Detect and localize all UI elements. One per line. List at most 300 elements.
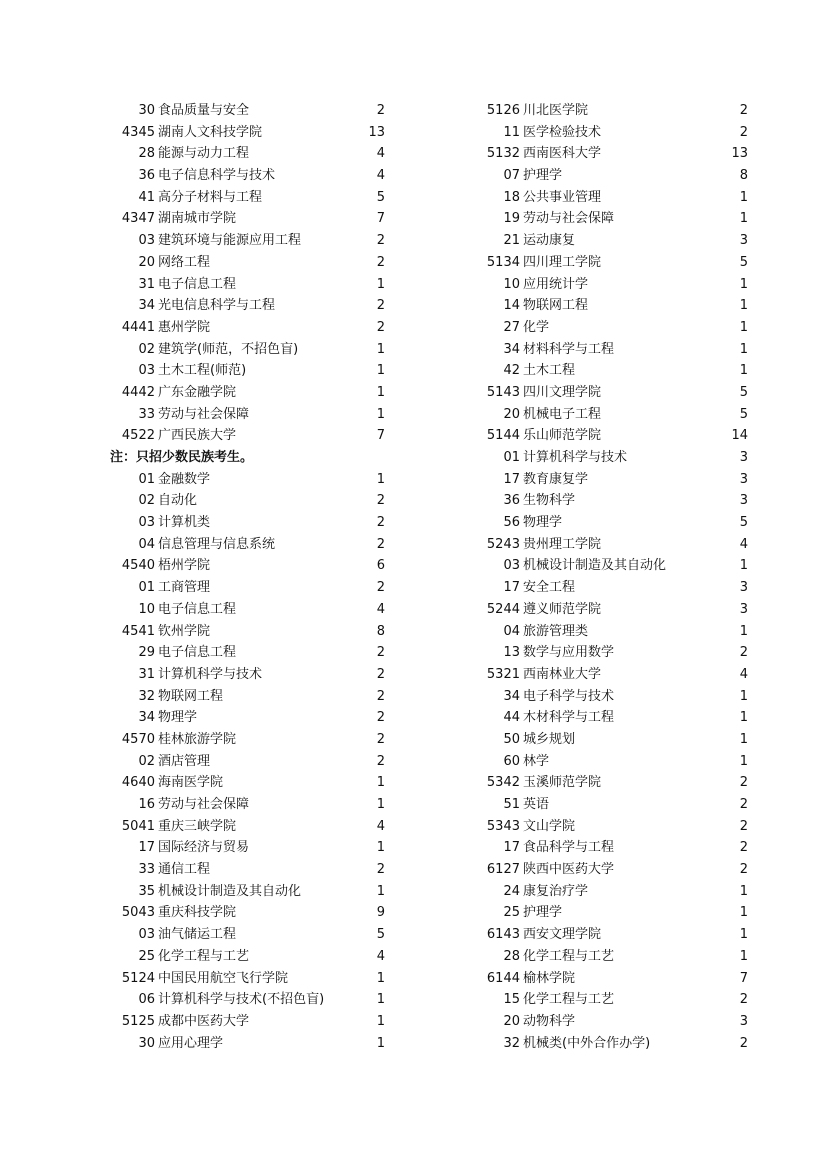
count-cell: 1	[739, 710, 748, 726]
code-cell: 4442	[121, 384, 155, 400]
major-row	[460, 621, 748, 643]
code-cell: 20	[138, 254, 155, 270]
count-cell: 2	[739, 797, 748, 812]
name-cell: 计算机科学与技术	[523, 450, 628, 465]
left-column	[95, 100, 385, 1054]
code-cell: 18	[503, 189, 520, 205]
name-cell: 劳动与社会保障	[523, 211, 615, 227]
school-row	[460, 664, 748, 686]
code-cell: 15	[503, 992, 520, 1008]
count-cell: 2	[739, 1035, 748, 1051]
count-cell: 1	[376, 341, 385, 357]
code-cell: 25	[503, 905, 520, 921]
school-row	[95, 816, 385, 838]
count-cell: 2	[739, 124, 748, 140]
major-row	[95, 230, 385, 252]
code-cell: 29	[138, 645, 155, 661]
major-row	[95, 360, 385, 382]
name-cell: 物联网工程	[158, 688, 224, 704]
count-cell: 2	[739, 103, 748, 118]
count-cell: 5	[376, 189, 385, 205]
code-cell: 02	[138, 753, 155, 769]
count-cell: 2	[376, 515, 385, 531]
school-row	[460, 100, 748, 122]
school-row	[460, 425, 748, 447]
count-cell: 2	[376, 103, 385, 118]
name-cell: 护理学	[523, 905, 563, 921]
name-cell: 生物科学	[523, 493, 576, 509]
school-row	[95, 1011, 385, 1033]
count-cell: 2	[376, 688, 385, 704]
count-cell: 1	[739, 558, 748, 574]
name-cell: 梧州学院	[158, 558, 211, 574]
code-cell: 17	[503, 840, 520, 856]
name-cell: 西南医科大学	[523, 146, 602, 162]
name-cell: 电子信息科学与技术	[158, 168, 276, 184]
count-cell: 2	[739, 645, 748, 661]
code-cell: 02	[138, 493, 155, 509]
school-row	[460, 382, 748, 404]
code-cell: 44	[503, 710, 520, 726]
code-cell: 5343	[486, 818, 520, 834]
major-row	[460, 686, 748, 708]
count-cell: 7	[376, 428, 385, 444]
code-cell: 5342	[486, 775, 520, 791]
school-row	[460, 772, 748, 794]
code-cell: 27	[503, 319, 520, 335]
count-cell: 8	[739, 168, 748, 184]
code-cell: 24	[503, 883, 520, 899]
name-cell: 物理学	[158, 710, 198, 726]
code-cell: 6127	[486, 862, 520, 878]
code-cell: 34	[503, 688, 520, 704]
code-cell: 50	[503, 731, 520, 747]
count-cell: 3	[739, 1013, 748, 1029]
school-row	[460, 143, 748, 165]
name-cell: 贵州理工学院	[523, 536, 602, 552]
count-cell: 13	[368, 124, 385, 140]
school-row	[460, 816, 748, 838]
major-row	[460, 707, 748, 729]
code-cell: 5134	[486, 254, 520, 270]
count-cell: 1	[376, 970, 385, 986]
count-cell: 2	[376, 493, 385, 509]
count-cell: 2	[739, 775, 748, 791]
count-cell: 3	[739, 493, 748, 509]
name-cell: 动物科学	[523, 1013, 576, 1029]
count-cell: 7	[739, 970, 748, 986]
count-cell: 1	[739, 298, 748, 314]
right-column	[460, 100, 748, 1054]
name-cell: 林学	[523, 753, 550, 769]
code-cell: 5126	[486, 103, 520, 118]
major-row	[460, 339, 748, 361]
name-cell: 成都中医药大学	[158, 1013, 250, 1029]
count-cell: 2	[376, 645, 385, 661]
major-row	[460, 490, 748, 512]
major-row	[95, 165, 385, 187]
name-cell: 湖南城市学院	[158, 211, 237, 227]
school-row	[460, 968, 748, 990]
count-cell: 5	[739, 515, 748, 531]
name-cell: 四川理工学院	[523, 254, 602, 270]
name-cell: 物理学	[523, 515, 563, 531]
code-cell: 32	[138, 688, 155, 704]
name-cell: 机械电子工程	[523, 406, 602, 422]
code-cell: 25	[138, 948, 155, 964]
code-cell: 6143	[486, 927, 520, 943]
code-cell: 34	[503, 341, 520, 357]
code-cell: 5041	[121, 818, 155, 834]
code-cell: 03	[138, 233, 155, 249]
major-row	[95, 989, 385, 1011]
school-row	[95, 621, 385, 643]
count-cell: 13	[731, 146, 748, 162]
name-cell: 信息管理与信息系统	[158, 536, 276, 552]
count-cell: 4	[376, 948, 385, 964]
name-cell: 能源与动力工程	[158, 146, 250, 162]
code-cell: 6144	[486, 970, 520, 986]
code-cell: 01	[138, 471, 155, 487]
name-cell: 机械类(中外合作办学)	[523, 1035, 651, 1051]
code-cell: 41	[138, 189, 155, 205]
name-cell: 旅游管理类	[523, 623, 589, 639]
major-row	[460, 360, 748, 382]
count-cell: 1	[739, 363, 748, 379]
major-row	[95, 924, 385, 946]
count-cell: 1	[739, 753, 748, 769]
major-row	[95, 707, 385, 729]
name-cell: 文山学院	[523, 818, 576, 834]
count-cell: 4	[376, 601, 385, 617]
count-cell: 1	[739, 211, 748, 227]
count-cell: 5	[739, 254, 748, 270]
major-row	[460, 165, 748, 187]
code-cell: 36	[138, 168, 155, 184]
name-cell: 电子信息工程	[158, 645, 237, 661]
name-cell: 油气储运工程	[158, 927, 237, 943]
major-row	[460, 794, 748, 816]
school-row	[95, 772, 385, 794]
count-cell: 4	[739, 666, 748, 682]
name-cell: 护理学	[523, 168, 563, 184]
count-cell: 2	[376, 731, 385, 747]
major-row	[460, 512, 748, 534]
major-row	[95, 946, 385, 968]
count-cell: 2	[376, 298, 385, 314]
name-cell: 材料科学与工程	[523, 341, 615, 357]
count-cell: 1	[739, 341, 748, 357]
note-row	[95, 447, 385, 469]
major-row	[460, 447, 748, 469]
name-cell: 湖南人文科技学院	[158, 124, 263, 140]
count-cell: 9	[376, 905, 385, 921]
code-cell: 31	[138, 666, 155, 682]
code-cell: 31	[138, 276, 155, 292]
count-cell: 1	[739, 623, 748, 639]
code-cell: 4441	[121, 319, 155, 335]
name-cell: 化学工程与工艺	[523, 992, 615, 1008]
count-cell: 2	[739, 840, 748, 856]
name-cell: 自动化	[158, 493, 198, 509]
count-cell: 8	[376, 623, 385, 639]
name-cell: 机械设计制造及其自动化	[523, 558, 667, 574]
count-cell: 4	[376, 168, 385, 184]
code-cell: 01	[503, 450, 520, 465]
major-row	[95, 534, 385, 556]
major-row	[95, 187, 385, 209]
major-row	[95, 794, 385, 816]
code-cell: 42	[503, 363, 520, 379]
major-row	[95, 642, 385, 664]
count-cell: 1	[376, 1035, 385, 1051]
count-cell: 2	[376, 580, 385, 596]
school-row	[95, 382, 385, 404]
school-row	[95, 425, 385, 447]
code-cell: 4347	[121, 211, 155, 227]
school-row	[460, 924, 748, 946]
name-cell: 公共事业管理	[523, 189, 602, 205]
name-cell: 酒店管理	[158, 753, 211, 769]
name-cell: 海南医学院	[158, 775, 224, 791]
count-cell: 5	[739, 406, 748, 422]
name-cell: 化学工程与工艺	[523, 948, 615, 964]
name-cell: 桂林旅游学院	[158, 731, 237, 747]
major-row	[95, 490, 385, 512]
code-cell: 07	[503, 168, 520, 184]
school-row	[95, 555, 385, 577]
name-cell: 建筑学(师范，不招色盲)	[158, 341, 299, 357]
count-cell: 1	[376, 883, 385, 899]
count-cell: 3	[739, 471, 748, 487]
code-cell: 4345	[121, 124, 155, 140]
code-cell: 17	[138, 840, 155, 856]
code-cell: 16	[138, 797, 155, 812]
name-cell: 广东金融学院	[158, 384, 237, 400]
major-row	[95, 339, 385, 361]
name-cell: 应用心理学	[158, 1035, 224, 1051]
major-row	[460, 881, 748, 903]
major-row	[95, 469, 385, 491]
major-row	[95, 252, 385, 274]
code-cell: 5321	[486, 666, 520, 682]
count-cell: 1	[739, 905, 748, 921]
school-row	[95, 208, 385, 230]
code-cell: 51	[503, 797, 520, 812]
major-row	[95, 859, 385, 881]
name-cell: 康复治疗学	[523, 883, 589, 899]
code-cell: 4640	[121, 775, 155, 791]
major-row	[460, 642, 748, 664]
code-cell: 17	[503, 580, 520, 596]
code-cell: 03	[503, 558, 520, 574]
major-row	[95, 100, 385, 122]
major-row	[460, 230, 748, 252]
code-cell: 5132	[486, 146, 520, 162]
count-cell: 5	[376, 927, 385, 943]
name-cell: 物联网工程	[523, 298, 589, 314]
name-cell: 数学与应用数学	[523, 645, 615, 661]
name-cell: 英语	[523, 797, 550, 812]
name-cell: 计算机科学与技术	[158, 666, 263, 682]
code-cell: 28	[138, 146, 155, 162]
name-cell: 遵义师范学院	[523, 601, 602, 617]
code-cell: 11	[503, 124, 520, 140]
major-row	[460, 902, 748, 924]
name-cell: 电子信息工程	[158, 601, 237, 617]
count-cell: 2	[376, 666, 385, 682]
code-cell: 20	[503, 406, 520, 422]
count-cell: 1	[376, 775, 385, 791]
name-cell: 电子科学与技术	[523, 688, 615, 704]
count-cell: 4	[739, 536, 748, 552]
code-cell: 5244	[486, 601, 520, 617]
count-cell: 2	[376, 862, 385, 878]
code-cell: 17	[503, 471, 520, 487]
code-cell: 03	[138, 927, 155, 943]
count-cell: 1	[376, 276, 385, 292]
major-row	[460, 837, 748, 859]
code-cell: 19	[503, 211, 520, 227]
count-cell: 6	[376, 558, 385, 574]
count-cell: 1	[739, 948, 748, 964]
count-cell: 2	[739, 818, 748, 834]
name-cell: 食品质量与安全	[158, 103, 250, 118]
count-cell: 3	[739, 233, 748, 249]
count-cell: 1	[739, 927, 748, 943]
name-cell: 工商管理	[158, 580, 211, 596]
name-cell: 重庆三峡学院	[158, 818, 237, 834]
count-cell: 1	[376, 1013, 385, 1029]
school-row	[95, 902, 385, 924]
count-cell: 2	[376, 753, 385, 769]
count-cell: 2	[376, 710, 385, 726]
count-cell: 1	[739, 276, 748, 292]
major-row	[460, 989, 748, 1011]
name-cell: 国际经济与贸易	[158, 840, 250, 856]
name-cell: 乐山师范学院	[523, 428, 602, 444]
code-cell: 14	[503, 298, 520, 314]
major-row	[95, 295, 385, 317]
code-cell: 4522	[121, 428, 155, 444]
name-cell: 陕西中医药大学	[523, 862, 615, 878]
name-cell: 土木工程(师范)	[158, 363, 247, 379]
count-cell: 2	[376, 254, 385, 270]
name-cell: 通信工程	[158, 862, 211, 878]
school-row	[95, 968, 385, 990]
code-cell: 03	[138, 363, 155, 379]
major-row	[95, 837, 385, 859]
major-row	[460, 469, 748, 491]
count-cell: 2	[376, 233, 385, 249]
name-cell: 医学检验技术	[523, 124, 602, 140]
name-cell: 中国民用航空飞行学院	[158, 970, 289, 986]
name-cell: 电子信息工程	[158, 276, 237, 292]
count-cell: 1	[739, 189, 748, 205]
name-cell: 玉溪师范学院	[523, 775, 602, 791]
code-cell: 36	[503, 493, 520, 509]
major-row	[95, 751, 385, 773]
count-cell: 1	[376, 797, 385, 812]
code-cell: 06	[138, 992, 155, 1008]
code-cell: 32	[503, 1035, 520, 1051]
name-cell: 榆林学院	[523, 970, 576, 986]
major-row	[460, 729, 748, 751]
code-cell: 28	[503, 948, 520, 964]
major-row	[460, 555, 748, 577]
code-cell: 4541	[121, 623, 155, 639]
major-row	[95, 686, 385, 708]
count-cell: 1	[739, 883, 748, 899]
major-row	[460, 317, 748, 339]
name-cell: 土木工程	[523, 363, 576, 379]
count-cell: 1	[376, 992, 385, 1008]
major-row	[95, 1033, 385, 1055]
major-row	[460, 122, 748, 144]
count-cell: 2	[739, 992, 748, 1008]
count-cell: 1	[376, 384, 385, 400]
major-row	[95, 577, 385, 599]
code-cell: 56	[503, 515, 520, 531]
school-row	[95, 122, 385, 144]
code-cell: 5243	[486, 536, 520, 552]
name-cell: 城乡规划	[523, 731, 576, 747]
code-cell: 30	[138, 1035, 155, 1051]
code-cell: 4540	[121, 558, 155, 574]
count-cell: 1	[376, 471, 385, 487]
code-cell: 5043	[121, 905, 155, 921]
name-cell: 四川文理学院	[523, 384, 602, 400]
code-cell: 21	[503, 233, 520, 249]
code-cell: 02	[138, 341, 155, 357]
code-cell: 5144	[486, 428, 520, 444]
school-row	[95, 317, 385, 339]
name-cell: 化学工程与工艺	[158, 948, 250, 964]
name-cell: 安全工程	[523, 580, 576, 596]
count-cell: 2	[376, 319, 385, 335]
name-cell: 建筑环境与能源应用工程	[158, 233, 302, 249]
count-cell: 2	[739, 862, 748, 878]
name-cell: 计算机科学与技术(不招色盲)	[158, 992, 325, 1008]
name-cell: 教育康复学	[523, 471, 589, 487]
note-text: 注：只招少数民族考生。	[110, 450, 254, 465]
count-cell: 7	[376, 211, 385, 227]
code-cell: 33	[138, 862, 155, 878]
count-cell: 1	[376, 406, 385, 422]
name-cell: 计算机类	[158, 515, 211, 531]
count-cell: 3	[739, 580, 748, 596]
count-cell: 2	[376, 536, 385, 552]
major-row	[460, 274, 748, 296]
name-cell: 钦州学院	[158, 623, 211, 639]
name-cell: 劳动与社会保障	[158, 406, 250, 422]
count-cell: 14	[731, 428, 748, 444]
code-cell: 34	[138, 710, 155, 726]
major-row	[460, 187, 748, 209]
count-cell: 5	[739, 384, 748, 400]
code-cell: 10	[503, 276, 520, 292]
name-cell: 金融数学	[158, 471, 211, 487]
count-cell: 3	[739, 601, 748, 617]
name-cell: 西安文理学院	[523, 927, 602, 943]
count-cell: 4	[376, 146, 385, 162]
major-row	[95, 274, 385, 296]
code-cell: 20	[503, 1013, 520, 1029]
name-cell: 运动康复	[523, 233, 576, 249]
code-cell: 04	[503, 623, 520, 639]
name-cell: 木材科学与工程	[523, 710, 615, 726]
code-cell: 10	[138, 601, 155, 617]
